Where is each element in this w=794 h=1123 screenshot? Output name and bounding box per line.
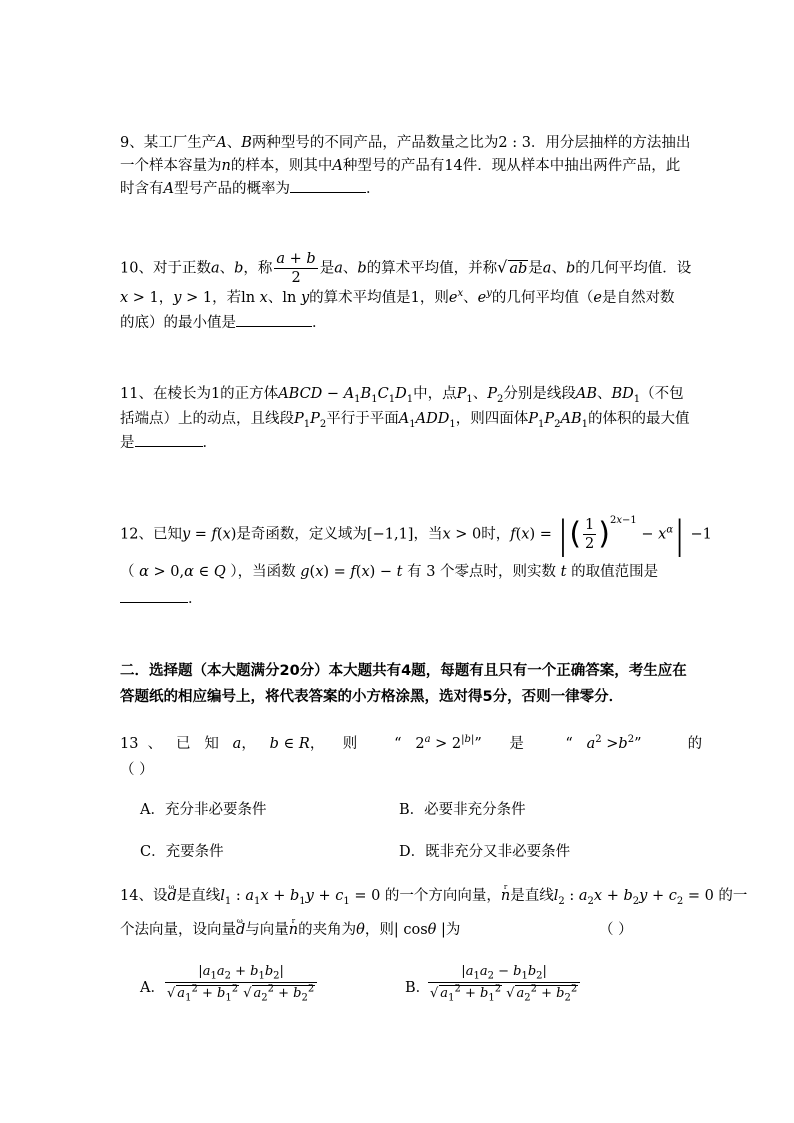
q14-option-a-formula: $\frac{|a_1a_2 + b_1b_2|}{√ a_1^2 + b_1^2 √ a_2^2 + b_2^2}$ — [165, 962, 317, 1005]
q13-option-b[interactable]: B．必要非充分条件 — [399, 802, 526, 818]
answer-blank[interactable] — [290, 178, 366, 193]
q9-line2: 一个样本容量为n的样本，则其中A种型号的产品有14件．现从样本中抽出两件产品，此 — [120, 158, 681, 174]
q10-line1: 10、对于正数a、b，称 $\frac{a + b}{2}$ 是a、b的算术平均值，并称√ ab是a、b的几何平均值．设 — [120, 251, 692, 286]
q14-option-b-formula: $\frac{|a_1a_2 - b_1b_2|}{√ a_1^2 + b_1^2 √ a_2^2 + b_2^2}$ — [428, 962, 580, 1005]
answer-blank[interactable] — [120, 588, 188, 603]
section2-line1: 二．选择题（本大题满分20分）本大题共有4题，每题有且只有一个正确答案，考生应在 — [120, 663, 687, 679]
q12-line3: ． — [120, 588, 203, 609]
q14-line1: 14、设ω d是直线$l_1$ : $a_1x + b_1y + c_1 = 0$ 的一个方向向量，r n是直线$l_2$ : $a_2x + b_2y + c_2 = 0$ 的一 — [120, 886, 747, 906]
q10-line3: 的底）的最小值是 ． — [120, 312, 327, 333]
q13-option-c[interactable]: C．充要条件 — [140, 844, 224, 860]
q11-line1: 11、在棱长为1的正方体ABCD − $A_1B_1C_1D_1$中，点$P_1$、$P_2$分别是线段AB、$BD_1$（不包 — [120, 386, 684, 405]
q12-line1: 12、已知y = f(x)是奇函数，定义域为[−1,1]，当x > 0时，f(x) = |( $\frac{1}{2}$ )$^{2x-1} - x^\alpha| -1$ — [120, 512, 712, 557]
section2-line2: 答题纸的相应编号上，将代表答案的小方格涂黑，选对得5分，否则一律零分． — [120, 689, 624, 705]
answer-blank[interactable] — [135, 432, 203, 447]
q14-answer-paren: （ ） — [599, 922, 633, 938]
q14-line2: 个法向量，设向量ω d与向量r n的夹角为θ，则| cosθ |为 — [120, 920, 460, 940]
q13-line1: 13 、 已 知 a， b ∈ R， 则 “ $2^a > 2^{|b|}$” 是 “ $a^2 >b^2$” 的 — [120, 734, 703, 752]
q10-line2: x > 1，y > 1，若ln x、ln y的算术平均值是1，则$e^x$、$e^y$的几何平均值（e是自然对数 — [120, 288, 675, 306]
q13-line2: （ ） — [120, 762, 154, 778]
q13-option-d[interactable]: D．既非充分又非必要条件 — [399, 844, 571, 860]
q9-line1: 9、某工厂生产A、B两种型号的不同产品，产品数量之比为2 : 3．用分层抽样的方法抽出 — [120, 135, 691, 151]
q14-option-b-label[interactable]: B． — [405, 980, 431, 996]
q11-line3: 是 ． — [120, 432, 217, 453]
q12-line2: （ α > 0,α ∈ Q ），当函数 g(x) = f(x) − t 有 3 个零点时，则实数 t 的取值范围是 — [120, 564, 659, 580]
q13-option-a[interactable]: A．充分非必要条件 — [140, 802, 267, 818]
q11-line2: 括端点）上的动点，且线段$P_1P_2$平行于平面$A_1ADD_1$，则四面体$P_1P_2AB_1$的体积的最大值 — [120, 411, 690, 430]
fraction: $\frac{a + b}{2}$ — [276, 251, 316, 286]
q9-line3: 时含有A型号产品的概率为 ． — [120, 178, 380, 199]
q14-option-a-label[interactable]: A． — [140, 980, 165, 996]
answer-blank[interactable] — [236, 312, 312, 327]
